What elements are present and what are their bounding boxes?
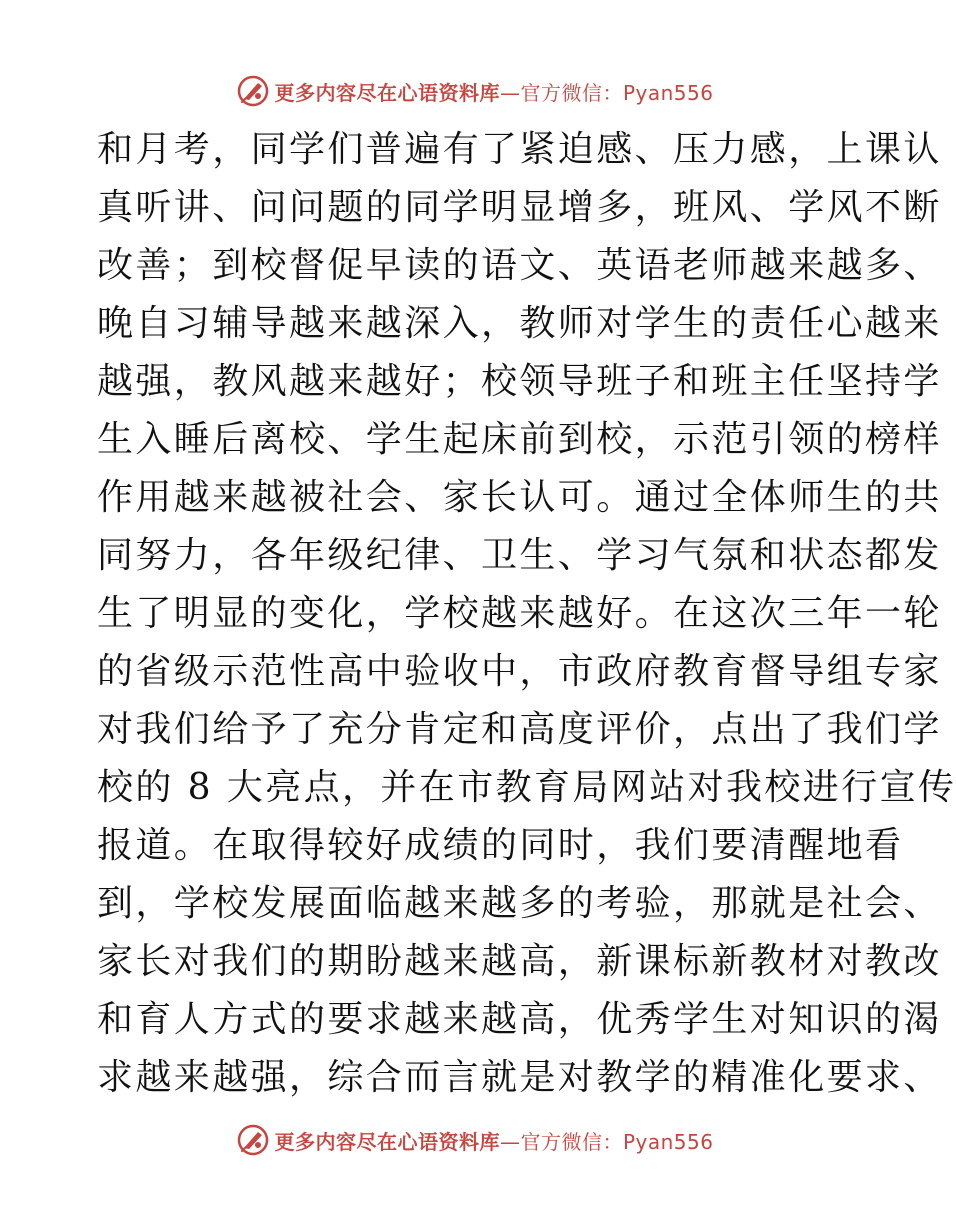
footer-label [274, 1126, 713, 1155]
body-line: 和月考，同学们普遍有了紧迫感、压力感，上课认 [97, 129, 942, 170]
body-line: 和育人方式的要求越来越高，优秀学生对知识的渴 [97, 999, 942, 1040]
body-line: 生入睡后离校、学生起床前到校，示范引领的榜样 [97, 419, 942, 460]
header-contact: —官方微信：Pyan556 [499, 80, 714, 105]
page-header [0, 71, 950, 111]
quill-pen-logo-icon [236, 1123, 270, 1157]
body-line: 晚自习辅导越来越深入，教师对学生的责任心越来 [97, 303, 942, 344]
body-line: 到，学校发展面临越来越多的考验，那就是社会、 [97, 883, 942, 924]
body-line: 对我们给予了充分肯定和高度评价，点出了我们学 [97, 709, 942, 750]
document-body [97, 121, 956, 1107]
body-line: 的省级示范性高中验收中，市政府教育督导组专家 [97, 651, 942, 692]
body-line: 报道。在取得较好成绩的同时，我们要清醒地看 [97, 825, 904, 866]
body-line: 校的 8 大亮点，并在市教育局网站对我校进行宣传 [97, 767, 956, 808]
body-line: 同努力，各年级纪律、卫生、学习气氛和状态都发 [97, 535, 942, 576]
body-line: 越强，教风越来越好；校领导班子和班主任坚持学 [97, 361, 942, 402]
body-line: 改善；到校督促早读的语文、英语老师越来越多、 [97, 245, 942, 286]
header-label [274, 77, 713, 106]
footer-brand: 更多内容尽在心语资料库 [274, 1129, 500, 1154]
body-line: 生了明显的变化，学校越来越好。在这次三年一轮 [97, 593, 942, 634]
footer-contact: —官方微信：Pyan556 [499, 1129, 714, 1154]
body-line: 作用越来越被社会、家长认可。通过全体师生的共 [97, 477, 942, 518]
body-line: 家长对我们的期盼越来越高，新课标新教材对教改 [97, 941, 942, 982]
body-line: 求越来越强，综合而言就是对教学的精准化要求、 [97, 1057, 942, 1098]
page-footer [0, 1120, 950, 1160]
header-brand: 更多内容尽在心语资料库 [274, 80, 500, 105]
quill-pen-logo-icon [236, 74, 270, 108]
body-line: 真听讲、问问题的同学明显增多，班风、学风不断 [97, 187, 942, 228]
